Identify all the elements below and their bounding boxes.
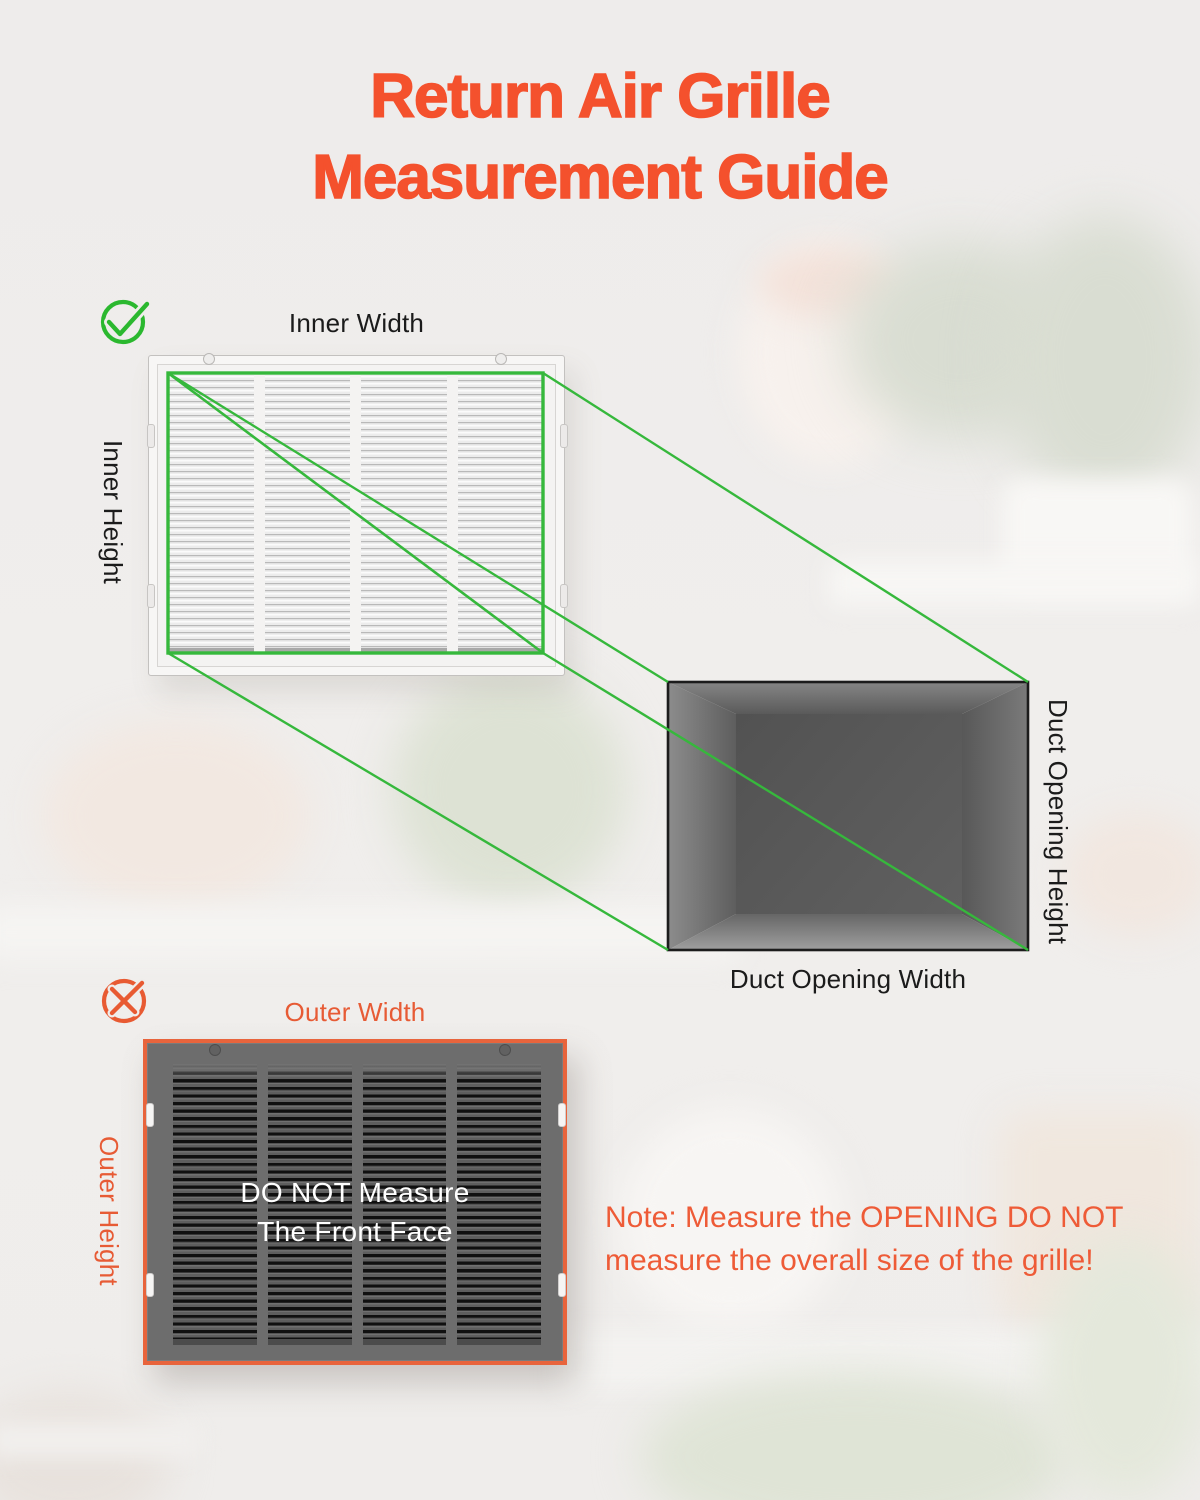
mount-tab-left-lower bbox=[146, 1273, 154, 1297]
white-grille-louvers bbox=[168, 373, 543, 653]
louver-column bbox=[458, 373, 544, 653]
screw-top-right bbox=[495, 353, 507, 365]
louver-column bbox=[265, 373, 351, 653]
bg-blur-shelf-right bbox=[828, 560, 1200, 606]
duct-opening-height-label: Duct Opening Height bbox=[1043, 699, 1073, 945]
mount-tab-right-upper bbox=[558, 1103, 566, 1127]
mount-tab-left-upper bbox=[146, 1103, 154, 1127]
mount-tab-left-upper bbox=[147, 424, 155, 448]
outer-height-label: Outer Height bbox=[94, 1136, 124, 1286]
louver-column bbox=[168, 373, 254, 653]
page-title-line2: Measurement Guide bbox=[312, 143, 888, 212]
duct-opening-width-label: Duct Opening Width bbox=[729, 964, 967, 994]
check-circle-icon bbox=[94, 292, 156, 354]
bg-blur-plant-leaves-right2 bbox=[1000, 215, 1200, 505]
do-not-measure-text bbox=[147, 1173, 563, 1251]
mount-tab-right-lower bbox=[560, 584, 568, 608]
mount-tab-right-lower bbox=[558, 1273, 566, 1297]
do-not-measure-line1: DO NOT Measure bbox=[240, 1177, 470, 1208]
bg-blur-shelf-mid bbox=[0, 905, 740, 960]
page-title bbox=[0, 56, 1200, 218]
mount-tab-right-upper bbox=[560, 424, 568, 448]
do-not-measure-line2: The Front Face bbox=[257, 1216, 453, 1247]
note-line1: Note: Measure the OPENING DO NOT bbox=[605, 1201, 1124, 1234]
x-circle-icon bbox=[95, 971, 157, 1033]
bg-blur-plant-mid bbox=[392, 672, 627, 907]
page-title-line1: Return Air Grille bbox=[370, 62, 830, 131]
screw-top-right bbox=[499, 1044, 511, 1056]
inner-height-label: Inner Height bbox=[98, 440, 128, 585]
screw-top-left bbox=[209, 1044, 221, 1056]
inner-width-label: Inner Width bbox=[288, 308, 425, 338]
louver-column bbox=[361, 373, 447, 653]
bg-blur-plant-bottom bbox=[640, 1372, 1070, 1500]
note-line2: measure the overall size of the grille! bbox=[605, 1244, 1094, 1277]
note-text bbox=[605, 1196, 1145, 1282]
white-grille-graphic bbox=[148, 355, 565, 676]
bg-blur-object-right-mid bbox=[1062, 812, 1200, 937]
mount-tab-left-lower bbox=[147, 584, 155, 608]
outer-width-label: Outer Width bbox=[284, 997, 426, 1027]
bg-blur-shelf-bottom-left bbox=[0, 1422, 200, 1458]
bg-blur-sphere-left bbox=[42, 722, 310, 910]
screw-top-left bbox=[203, 353, 215, 365]
dark-grille-graphic bbox=[143, 1039, 567, 1365]
